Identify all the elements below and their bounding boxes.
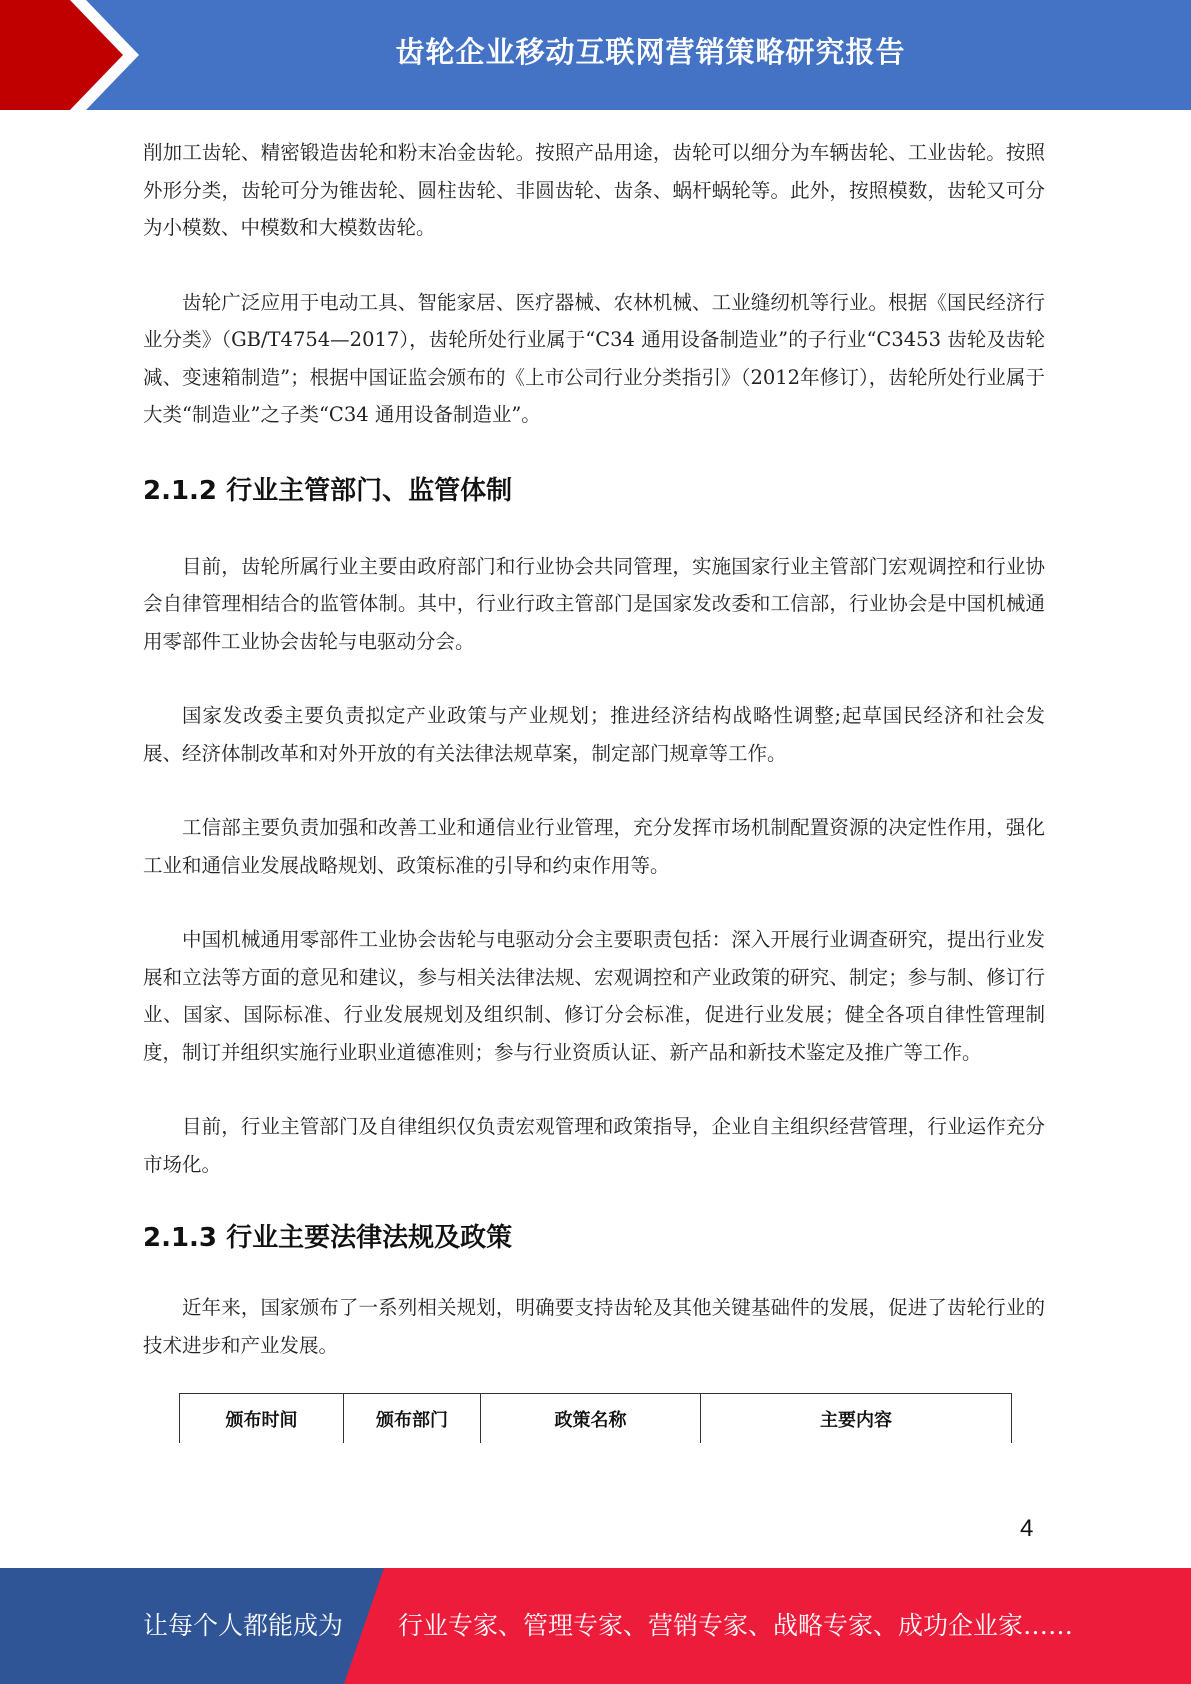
- paragraph: 齿轮广泛应用于电动工具、智能家居、医疗器械、农林机械、工业缝纫机等行业。根据《国民经济行业分类》（GB/T4754—2017），齿轮所处行业属于“C34 通用设备制造业”的子行业“C3453 齿轮及齿轮减、变速箱制造”；根据中国证监会颁布的《上市公司行业分类指引》（2012年修订），齿轮所处行业属于大类“制造业”之子类“C34 通用设备制造业”。: [143, 290, 1045, 426]
- column-header: 政策名称: [481, 1394, 701, 1444]
- paragraph: 削加工齿轮、精密锻造齿轮和粉末冶金齿轮。按照产品用途，齿轮可以细分为车辆齿轮、工业齿轮。按照外形分类，齿轮可分为锥齿轮、圆柱齿轮、非圆齿轮、齿条、蜗杆蜗轮等。此外，按照模数，齿轮又可分为小模数、中模数和大模数齿轮。: [143, 141, 1045, 239]
- paragraph: 国家发改委主要负责拟定产业政策与产业规划；推进经济结构战略性调整;起草国民经济和社会发展、经济体制改革和对外开放的有关法律法规草案，制定部门规章等工作。: [143, 704, 1045, 765]
- paragraph: 中国机械通用零部件工业协会齿轮与电驱动分会主要职责包括：深入开展行业调查研究，提出行业发展和立法等方面的意见和建议，参与相关法律法规、宏观调控和产业政策的研究、制定；参与制、修订行业、国家、国际标准、行业发展规划及组织制、修订分会标准，促进行业发展；健全各项自律性管理制度，制订并组织实施行业职业道德准则；参与行业资质认证、新产品和新技术鉴定及推广等工作。: [143, 928, 1045, 1064]
- column-header: 颁布部门: [344, 1394, 481, 1444]
- report-title: 齿轮企业移动互联网营销策略研究报告: [395, 34, 906, 69]
- paragraph: 工信部主要负责加强和改善工业和通信业行业管理，充分发挥市场机制配置资源的决定性作用，强化工业和通信业发展战略规划、政策标准的引导和约束作用等。: [143, 816, 1045, 877]
- table-header-row: [180, 1394, 1012, 1444]
- page-content: [143, 134, 1045, 1364]
- footer-slogan: 让每个人都能成为: [143, 1611, 344, 1640]
- page-footer: [0, 1568, 1191, 1684]
- paragraph: 目前，行业主管部门及自律组织仅负责宏观管理和政策指导，企业自主组织经营管理，行业运作充分市场化。: [143, 1115, 1045, 1176]
- page-number: 4: [1020, 1515, 1034, 1542]
- paragraph: 近年来，国家颁布了一系列相关规划，明确要支持齿轮及其他关键基础件的发展，促进了齿轮行业的技术进步和产业发展。: [143, 1296, 1045, 1357]
- header-arrow-icon: [0, 0, 160, 110]
- section-heading: 2.1.2 行业主管部门、监管体制: [143, 475, 513, 506]
- paragraph: 目前，齿轮所属行业主要由政府部门和行业协会共同管理，实施国家行业主管部门宏观调控和行业协会自律管理相结合的监管体制。其中，行业行政主管部门是国家发改委和工信部，行业协会是中国机械通用零部件工业协会齿轮与电驱动分会。: [143, 554, 1045, 653]
- page-header: [0, 0, 1191, 110]
- policy-table: [179, 1393, 1012, 1443]
- column-header: 颁布时间: [180, 1394, 344, 1444]
- footer-tagline: 行业专家、管理专家、营销专家、战略专家、成功企业家……: [398, 1611, 1074, 1640]
- section-heading: 2.1.3 行业主要法律法规及政策: [143, 1223, 513, 1253]
- column-header: 主要内容: [701, 1394, 1012, 1444]
